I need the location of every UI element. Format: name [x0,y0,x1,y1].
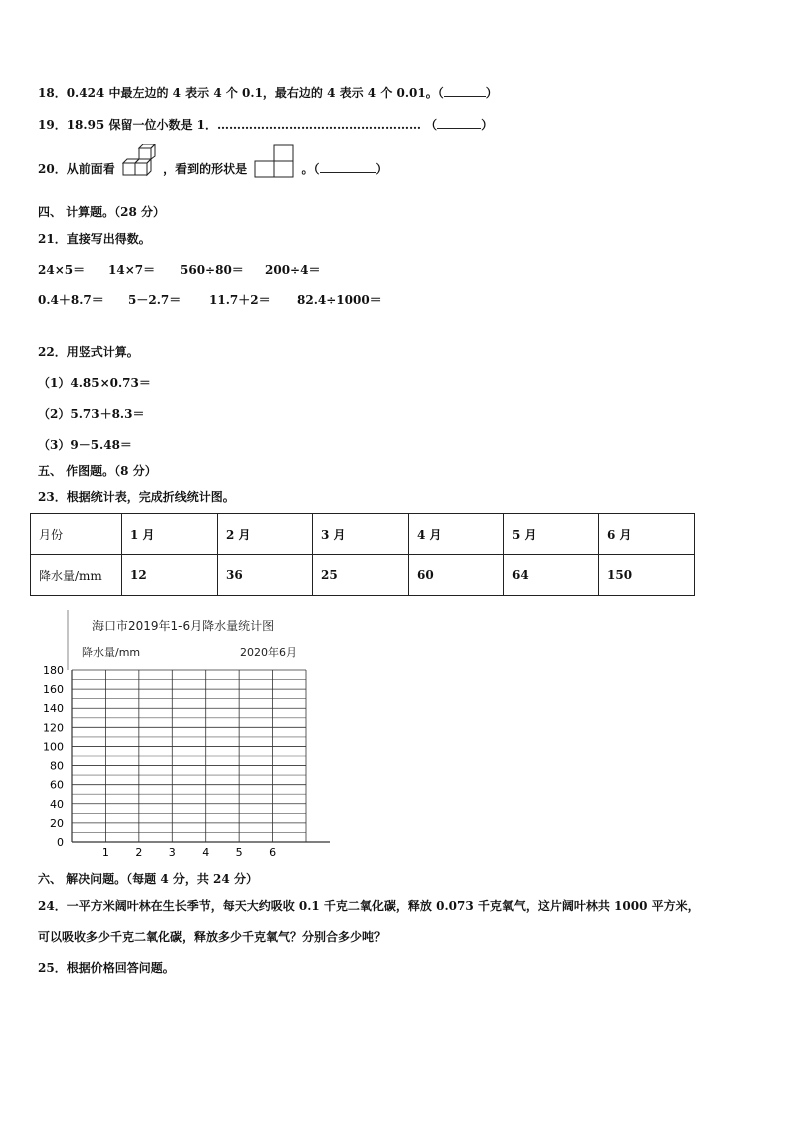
question-20-text-seen: ，看到的形状是 [163,162,248,176]
chart-x-tick-label: 2 [135,846,143,859]
cube-stack-icon [121,144,157,178]
rainfall-table [30,513,695,596]
question-18-close: ） [485,86,498,100]
table-cell: 60 [409,555,504,596]
section-4-title: 四、 计算题。（28 分） [38,205,166,219]
section-5-title: 五、 作图题。（8 分） [38,464,157,478]
chart-y-tick-label: 100 [43,740,64,754]
chart-x-tick-label: 1 [101,846,109,859]
chart-x-tick-label: 3 [168,846,176,859]
question-22-item-2: （2）5.73＋8.3＝ [38,407,145,421]
question-18 [38,84,498,101]
front-view-shape-icon [253,144,295,178]
question-22-title: 22．用竖式计算。 [38,345,139,359]
rainfall-line-chart[interactable] [38,606,338,862]
question-20 [38,160,388,178]
question-20-answer-blank[interactable] [320,160,376,173]
question-21-row-2 [38,292,438,308]
question-22-item-1: （1）4.85×0.73＝ [38,376,151,390]
question-19 [38,116,493,133]
chart-x-tick-label: 5 [235,846,243,859]
calc-item: 5－2.7＝ [128,293,182,307]
chart-y-axis-label: 降水量/mm [82,646,141,659]
question-21-title: 21．直接写出得数。 [38,232,151,246]
chart-y-tick-label: 160 [43,683,64,697]
calc-item: 82.4÷1000＝ [297,293,382,307]
chart-y-tick-label: 20 [50,816,64,830]
calc-item: 24×5＝ [38,263,86,277]
table-cell: 2 月 [218,514,313,555]
section-6-title: 六、 解决问题。（每题 4 分，共 24 分） [38,872,258,886]
chart-y-tick-label: 60 [50,778,64,792]
table-cell: 36 [218,555,313,596]
table-cell: 64 [504,555,599,596]
table-cell: 月份 [31,514,122,555]
question-20-close: ） [375,162,388,176]
question-24-line-1: 24．一平方米阔叶林在生长季节，每天大约吸收 0.1 千克二氧化碳，释放 0.073 千克氧气，这片阔叶林共 1000 平方米， [38,899,700,913]
chart-y-tick-label: 80 [50,759,64,773]
calc-item: 11.7＋2＝ [209,293,271,307]
question-21-row-1 [38,262,438,278]
question-20-number: 20． [38,162,67,176]
table-cell: 150 [599,555,695,596]
chart-y-tick-label: 120 [43,721,64,735]
question-18-text: 0.424 中最左边的 4 表示 4 个 0.1，最右边的 4 表示 4 个 0.01。（ [66,86,444,100]
calc-item: 200÷4＝ [265,263,321,277]
table-cell: 6 月 [599,514,695,555]
question-19-close: ） [481,118,494,132]
table-data-row [31,555,695,596]
question-25-title: 25．根据价格回答问题。 [38,961,175,975]
table-cell: 降水量/mm [31,555,122,596]
question-19-text: 18.95 保留一位小数是 1．…………………………………………… （ [66,118,438,132]
question-20-text-front: 从前面看 [66,162,115,176]
question-20-text-end: 。（ [301,162,320,176]
table-cell: 12 [122,555,218,596]
table-cell: 4 月 [409,514,504,555]
question-19-answer-blank[interactable] [437,116,481,129]
calc-item: 560÷80＝ [180,263,244,277]
table-cell: 3 月 [313,514,409,555]
table-cell: 25 [313,555,409,596]
question-18-answer-blank[interactable] [444,84,486,97]
question-19-number: 19． [38,118,67,132]
question-24-line-2: 可以吸收多少千克二氧化碳，释放多少千克氧气？分别合多少吨？ [38,930,387,944]
chart-y-tick-label: 140 [43,702,64,716]
chart-title: 海口市2019年1-6月降水量统计图 [92,619,275,633]
table-cell: 1 月 [122,514,218,555]
chart-x-tick-label: 4 [202,846,210,859]
table-header-row [31,514,695,555]
chart-y-tick-label: 0 [57,836,64,849]
chart-date-label: 2020年6月 [240,646,297,659]
chart-y-tick-label: 180 [43,664,64,677]
calc-item: 0.4＋8.7＝ [38,293,104,307]
chart-y-tick-label: 40 [50,797,64,811]
question-18-number: 18． [38,86,67,100]
chart-x-tick-label: 6 [269,846,277,859]
question-23-title: 23．根据统计表，完成折线统计图。 [38,490,235,504]
calc-item: 14×7＝ [108,263,156,277]
question-22-item-3: （3）9－5.48＝ [38,438,132,452]
table-cell: 5 月 [504,514,599,555]
